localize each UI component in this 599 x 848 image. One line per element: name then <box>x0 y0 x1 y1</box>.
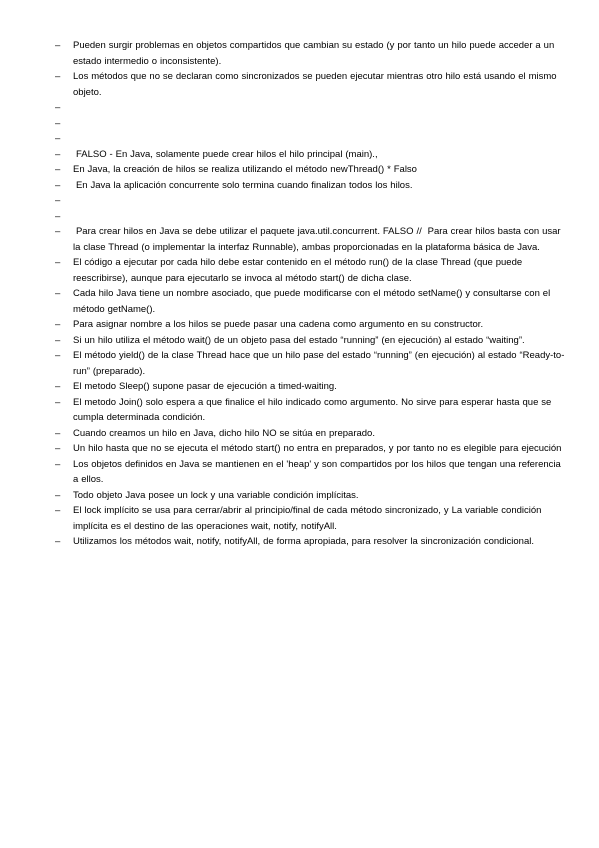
list-item <box>55 147 567 163</box>
list-item-text: Si un hilo utiliza el método wait() de un objeto pasa del estado “running” (en ejecución) al estado “waiting”. <box>73 334 525 346</box>
list-item <box>55 100 567 116</box>
list-item-text: Utilizamos los métodos wait, notify, notifyAll, de forma apropiada, para resolver la sincronización condicional. <box>73 536 534 547</box>
bullet-dash: – <box>55 40 61 51</box>
bullet-dash: – <box>55 288 61 299</box>
list-item-text: El método yield() de la clase Thread hace que un hilo pase del estado “running” (en ejecución) al estado “Ready-to-run” (preparado). <box>73 350 565 377</box>
list-item <box>55 488 567 504</box>
list-item-text: En Java la aplicación concurrente solo termina cuando finalizan todos los hilos. <box>73 179 413 191</box>
list-item-text: FALSO - En Java, solamente puede crear hilos el hilo principal (main)., <box>73 148 378 160</box>
list-item-text: En Java, la creación de hilos se realiza utilizando el método newThread() * Falso <box>73 164 417 175</box>
list-item-text: Cuando creamos un hilo en Java, dicho hilo NO se sitúa en preparado. <box>73 427 375 439</box>
list-item-text: Un hilo hasta que no se ejecuta el método start() no entra en preparados, y por tanto no es elegible para ejecución <box>73 443 562 454</box>
list-item <box>55 69 567 100</box>
bullet-dash: – <box>55 319 61 330</box>
bullet-dash: – <box>55 179 61 191</box>
bullet-dash: – <box>55 381 61 392</box>
bullet-dash: – <box>55 117 61 129</box>
list-item <box>55 224 567 255</box>
list-item <box>55 441 567 457</box>
list-item <box>55 333 567 349</box>
list-item <box>55 348 567 379</box>
list-item-text <box>73 116 567 132</box>
bullet-dash: – <box>55 210 61 222</box>
bullet-dash: – <box>55 257 61 268</box>
list-item <box>55 534 567 550</box>
list-item-text: Todo objeto Java posee un lock y una variable condición implícitas. <box>73 489 359 501</box>
list-item-text <box>73 209 567 225</box>
bullet-list <box>55 38 567 550</box>
bullet-dash: – <box>55 458 61 470</box>
list-item <box>55 379 567 395</box>
list-item <box>55 317 567 333</box>
list-item-text: El lock implícito se usa para cerrar/abrir al principio/final de cada método sincronizado, y La variable condición implícita es el destino de las operaciones wait, notify, notifyAll. <box>73 505 545 532</box>
list-item-text: Los métodos que no se declaran como sincronizados se pueden ejecutar mientras otro hilo está usando el mismo objeto. <box>73 71 560 98</box>
bullet-dash: – <box>55 164 61 175</box>
bullet-dash: – <box>55 226 61 237</box>
list-item <box>55 162 567 178</box>
bullet-dash: – <box>55 505 61 516</box>
bullet-dash: – <box>55 71 61 82</box>
list-item <box>55 255 567 286</box>
bullet-dash: – <box>55 536 61 547</box>
bullet-dash: – <box>55 396 61 408</box>
bullet-dash: – <box>55 334 61 346</box>
list-item-text <box>73 100 567 116</box>
list-item-text: Para asignar nombre a los hilos se puede pasar una cadena como argumento en su constructor. <box>73 319 484 330</box>
bullet-dash: – <box>55 195 61 206</box>
list-item <box>55 38 567 69</box>
list-item-text: Pueden surgir problemas en objetos compartidos que cambian su estado (y por tanto un hilo puede acceder a un estado intermedio o inconsistente). <box>73 40 558 67</box>
list-item <box>55 116 567 132</box>
list-item-text: Los objetos definidos en Java se mantienen en el 'heap' y son compartidos por los hilos que tengan una referencia a ellos. <box>73 458 564 485</box>
list-item-text <box>73 131 567 147</box>
list-item <box>55 209 567 225</box>
bullet-dash: – <box>55 102 61 113</box>
bullet-dash: – <box>55 443 61 454</box>
list-item-text <box>73 193 567 209</box>
list-item <box>55 286 567 317</box>
list-item <box>55 426 567 442</box>
list-item <box>55 131 567 147</box>
list-item-text: El metodo Join() solo espera a que finalice el hilo indicado como argumento. No sirve para esperar hasta que se cumpla determinada condición. <box>73 396 555 423</box>
list-item <box>55 457 567 488</box>
list-item <box>55 178 567 194</box>
list-item <box>55 193 567 209</box>
list-item <box>55 395 567 426</box>
bullet-dash: – <box>55 148 61 160</box>
list-item <box>55 503 567 534</box>
bullet-dash: – <box>55 350 61 361</box>
list-item-text: Cada hilo Java tiene un nombre asociado, que puede modificarse con el método setName() y consultarse con el método getName(). <box>73 288 554 315</box>
bullet-dash: – <box>55 133 61 144</box>
list-item-text: El metodo Sleep() supone pasar de ejecución a timed-waiting. <box>73 381 337 392</box>
list-item-text: El código a ejecutar por cada hilo debe estar contenido en el método run() de la clase Thread (que puede reescribirse), aunque para ejecutarlo se invoca al método start() de dicha clase. <box>73 257 526 284</box>
list-item-text: Para crear hilos en Java se debe utilizar el paquete java.util.concurrent. FALSO // Para crear hilos basta con usar la clase Thread (o implementar la interfaz Runnable), ambas proporcionadas en la plataforma básica de Java. <box>73 226 564 253</box>
bullet-dash: – <box>55 427 61 439</box>
bullet-dash: – <box>55 489 61 501</box>
